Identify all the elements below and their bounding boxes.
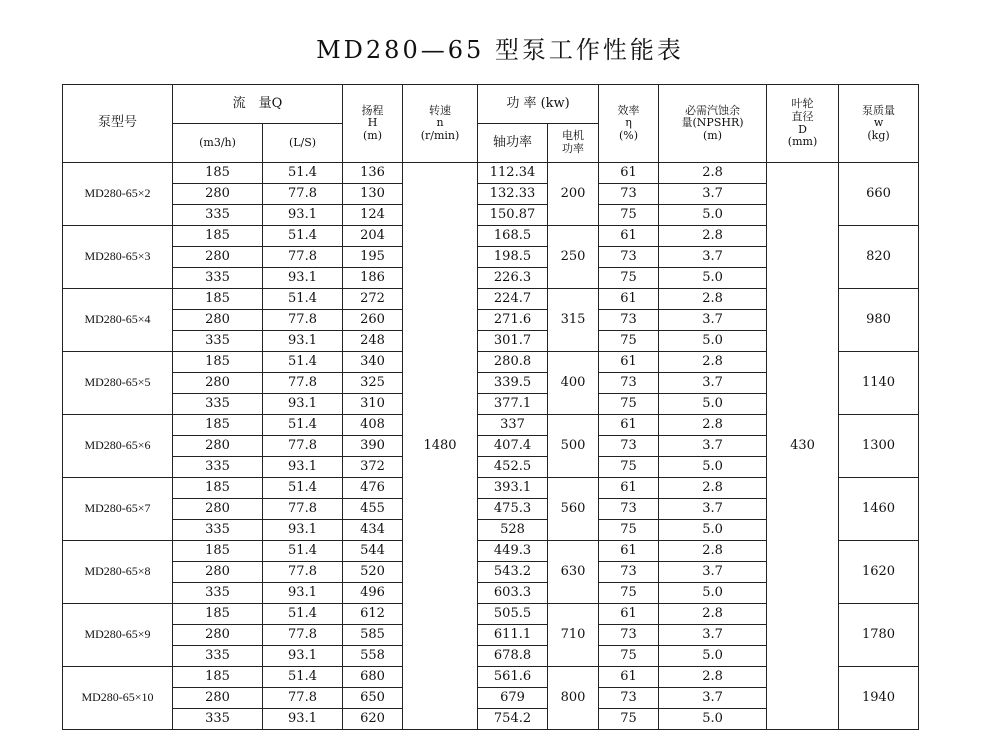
shaft-power-cell: 377.1 [478,394,548,415]
table-header [63,85,919,163]
performance-table [62,84,919,730]
efficiency-cell: 73 [599,436,659,457]
shaft-power-cell: 224.7 [478,289,548,310]
efficiency-cell: 75 [599,520,659,541]
npshr-cell: 3.7 [659,310,767,331]
flow-m3h-cell: 185 [173,667,263,688]
pump-weight-cell: 1620 [839,541,919,604]
npshr-cell: 5.0 [659,268,767,289]
flow-m3h-cell: 185 [173,352,263,373]
pump-model-cell: MD280-65×3 [63,226,173,289]
header-head: 扬程 H (m) [343,85,403,163]
head-cell: 650 [343,688,403,709]
shaft-power-cell: 754.2 [478,709,548,730]
header-npshr: 必需汽蚀余 量(NPSHR) (m) [659,85,767,163]
head-cell: 204 [343,226,403,247]
header-flow-ls: (L/S) [263,124,343,163]
flow-ls-cell: 93.1 [263,520,343,541]
header-pump-weight: 泵质量 w (kg) [839,85,919,163]
head-cell: 186 [343,268,403,289]
npshr-cell: 2.8 [659,604,767,625]
head-cell: 130 [343,184,403,205]
npshr-cell: 5.0 [659,520,767,541]
head-cell: 620 [343,709,403,730]
pump-model-cell: MD280-65×7 [63,478,173,541]
flow-ls-cell: 51.4 [263,478,343,499]
efficiency-cell: 61 [599,226,659,247]
motor-power-cell: 250 [548,226,599,289]
motor-power-cell: 400 [548,352,599,415]
npshr-cell: 5.0 [659,394,767,415]
head-cell: 520 [343,562,403,583]
efficiency-cell: 73 [599,688,659,709]
npshr-cell: 2.8 [659,415,767,436]
flow-m3h-cell: 335 [173,646,263,667]
motor-power-cell: 710 [548,604,599,667]
flow-m3h-cell: 185 [173,478,263,499]
pump-model-cell: MD280-65×10 [63,667,173,730]
pump-weight-cell: 820 [839,226,919,289]
flow-ls-cell: 77.8 [263,184,343,205]
shaft-power-cell: 168.5 [478,226,548,247]
shaft-power-cell: 339.5 [478,373,548,394]
flow-m3h-cell: 335 [173,331,263,352]
head-cell: 325 [343,373,403,394]
head-cell: 408 [343,415,403,436]
flow-ls-cell: 77.8 [263,436,343,457]
shaft-power-cell: 603.3 [478,583,548,604]
pump-model-cell: MD280-65×9 [63,604,173,667]
flow-ls-cell: 51.4 [263,604,343,625]
shaft-power-cell: 271.6 [478,310,548,331]
npshr-cell: 2.8 [659,541,767,562]
efficiency-cell: 61 [599,352,659,373]
pump-weight-cell: 1140 [839,352,919,415]
motor-power-cell: 500 [548,415,599,478]
shaft-power-cell: 543.2 [478,562,548,583]
npshr-cell: 5.0 [659,709,767,730]
shaft-power-cell: 452.5 [478,457,548,478]
flow-m3h-cell: 335 [173,394,263,415]
efficiency-cell: 61 [599,415,659,436]
efficiency-cell: 73 [599,625,659,646]
npshr-cell: 3.7 [659,184,767,205]
efficiency-cell: 73 [599,184,659,205]
efficiency-cell: 75 [599,331,659,352]
flow-ls-cell: 77.8 [263,688,343,709]
flow-ls-cell: 77.8 [263,310,343,331]
pump-weight-cell: 980 [839,289,919,352]
head-cell: 272 [343,289,403,310]
flow-ls-cell: 51.4 [263,289,343,310]
flow-ls-cell: 93.1 [263,331,343,352]
shaft-power-cell: 132.33 [478,184,548,205]
head-cell: 340 [343,352,403,373]
npshr-cell: 3.7 [659,562,767,583]
speed-cell: 1480 [403,163,478,730]
shaft-power-cell: 678.8 [478,646,548,667]
head-cell: 585 [343,625,403,646]
efficiency-cell: 75 [599,268,659,289]
flow-m3h-cell: 185 [173,541,263,562]
npshr-cell: 5.0 [659,457,767,478]
table-row [63,163,919,184]
header-shaft-power: 轴功率 [478,124,548,163]
flow-m3h-cell: 185 [173,163,263,184]
pump-weight-cell: 1780 [839,604,919,667]
efficiency-cell: 61 [599,604,659,625]
flow-ls-cell: 93.1 [263,646,343,667]
flow-m3h-cell: 335 [173,709,263,730]
motor-power-cell: 800 [548,667,599,730]
flow-ls-cell: 93.1 [263,583,343,604]
flow-ls-cell: 93.1 [263,457,343,478]
efficiency-cell: 61 [599,667,659,688]
efficiency-cell: 73 [599,247,659,268]
pump-model-cell: MD280-65×4 [63,289,173,352]
shaft-power-cell: 393.1 [478,478,548,499]
flow-ls-cell: 77.8 [263,247,343,268]
efficiency-cell: 61 [599,163,659,184]
efficiency-cell: 73 [599,499,659,520]
shaft-power-cell: 611.1 [478,625,548,646]
flow-ls-cell: 93.1 [263,268,343,289]
shaft-power-cell: 679 [478,688,548,709]
flow-ls-cell: 51.4 [263,415,343,436]
shaft-power-cell: 337 [478,415,548,436]
head-cell: 390 [343,436,403,457]
flow-m3h-cell: 185 [173,415,263,436]
impeller-diameter-cell: 430 [767,163,839,730]
shaft-power-cell: 407.4 [478,436,548,457]
npshr-cell: 5.0 [659,583,767,604]
npshr-cell: 5.0 [659,205,767,226]
pump-weight-cell: 660 [839,163,919,226]
head-cell: 612 [343,604,403,625]
npshr-cell: 3.7 [659,436,767,457]
npshr-cell: 3.7 [659,688,767,709]
shaft-power-cell: 505.5 [478,604,548,625]
flow-ls-cell: 77.8 [263,625,343,646]
flow-ls-cell: 93.1 [263,709,343,730]
head-cell: 136 [343,163,403,184]
motor-power-cell: 200 [548,163,599,226]
flow-m3h-cell: 280 [173,247,263,268]
efficiency-cell: 75 [599,457,659,478]
motor-power-cell: 630 [548,541,599,604]
npshr-cell: 3.7 [659,625,767,646]
efficiency-cell: 61 [599,289,659,310]
pump-model-cell: MD280-65×2 [63,163,173,226]
npshr-cell: 2.8 [659,226,767,247]
npshr-cell: 5.0 [659,646,767,667]
efficiency-cell: 73 [599,373,659,394]
head-cell: 248 [343,331,403,352]
npshr-cell: 2.8 [659,163,767,184]
npshr-cell: 5.0 [659,331,767,352]
npshr-cell: 2.8 [659,667,767,688]
pump-weight-cell: 1940 [839,667,919,730]
flow-ls-cell: 77.8 [263,373,343,394]
flow-ls-cell: 93.1 [263,205,343,226]
npshr-cell: 3.7 [659,247,767,268]
flow-m3h-cell: 280 [173,688,263,709]
shaft-power-cell: 301.7 [478,331,548,352]
pump-weight-cell: 1460 [839,478,919,541]
shaft-power-cell: 226.3 [478,268,548,289]
flow-m3h-cell: 335 [173,520,263,541]
flow-m3h-cell: 335 [173,583,263,604]
flow-ls-cell: 51.4 [263,163,343,184]
shaft-power-cell: 280.8 [478,352,548,373]
efficiency-cell: 75 [599,205,659,226]
efficiency-cell: 73 [599,310,659,331]
header-pump-model: 泵型号 [63,85,173,163]
shaft-power-cell: 198.5 [478,247,548,268]
head-cell: 680 [343,667,403,688]
flow-ls-cell: 51.4 [263,226,343,247]
head-cell: 476 [343,478,403,499]
efficiency-cell: 75 [599,394,659,415]
pump-model-cell: MD280-65×5 [63,352,173,415]
header-impeller-diameter: 叶轮 直径 D (mm) [767,85,839,163]
flow-m3h-cell: 335 [173,457,263,478]
flow-m3h-cell: 280 [173,184,263,205]
efficiency-cell: 61 [599,478,659,499]
npshr-cell: 2.8 [659,289,767,310]
header-speed: 转速 n (r/min) [403,85,478,163]
table-body [63,163,919,730]
head-cell: 372 [343,457,403,478]
flow-ls-cell: 51.4 [263,541,343,562]
efficiency-cell: 73 [599,562,659,583]
head-cell: 124 [343,205,403,226]
efficiency-cell: 61 [599,541,659,562]
npshr-cell: 3.7 [659,499,767,520]
efficiency-cell: 75 [599,583,659,604]
efficiency-cell: 75 [599,646,659,667]
flow-m3h-cell: 335 [173,268,263,289]
flow-ls-cell: 51.4 [263,352,343,373]
npshr-cell: 2.8 [659,478,767,499]
flow-ls-cell: 77.8 [263,499,343,520]
flow-ls-cell: 77.8 [263,562,343,583]
npshr-cell: 3.7 [659,373,767,394]
head-cell: 544 [343,541,403,562]
head-cell: 260 [343,310,403,331]
flow-m3h-cell: 280 [173,499,263,520]
header-motor-power: 电机 功率 [548,124,599,163]
shaft-power-cell: 475.3 [478,499,548,520]
head-cell: 310 [343,394,403,415]
shaft-power-cell: 561.6 [478,667,548,688]
shaft-power-cell: 150.87 [478,205,548,226]
head-cell: 496 [343,583,403,604]
flow-m3h-cell: 335 [173,205,263,226]
flow-m3h-cell: 185 [173,226,263,247]
flow-m3h-cell: 280 [173,625,263,646]
head-cell: 195 [343,247,403,268]
pump-weight-cell: 1300 [839,415,919,478]
motor-power-cell: 315 [548,289,599,352]
head-cell: 434 [343,520,403,541]
page-title: MD280—65 型泵工作性能表 [316,36,684,64]
header-flow-m3h: (m3/h) [173,124,263,163]
head-cell: 558 [343,646,403,667]
flow-ls-cell: 93.1 [263,394,343,415]
shaft-power-cell: 112.34 [478,163,548,184]
flow-m3h-cell: 185 [173,604,263,625]
header-power: 功 率 (kw) [478,85,599,124]
shaft-power-cell: 449.3 [478,541,548,562]
efficiency-cell: 75 [599,709,659,730]
pump-model-cell: MD280-65×8 [63,541,173,604]
npshr-cell: 2.8 [659,352,767,373]
flow-m3h-cell: 280 [173,562,263,583]
flow-m3h-cell: 280 [173,310,263,331]
flow-m3h-cell: 280 [173,373,263,394]
motor-power-cell: 560 [548,478,599,541]
header-efficiency: 效率 η (%) [599,85,659,163]
head-cell: 455 [343,499,403,520]
flow-m3h-cell: 185 [173,289,263,310]
shaft-power-cell: 528 [478,520,548,541]
flow-m3h-cell: 280 [173,436,263,457]
flow-ls-cell: 51.4 [263,667,343,688]
pump-model-cell: MD280-65×6 [63,415,173,478]
header-flow: 流 量Q [173,85,343,124]
